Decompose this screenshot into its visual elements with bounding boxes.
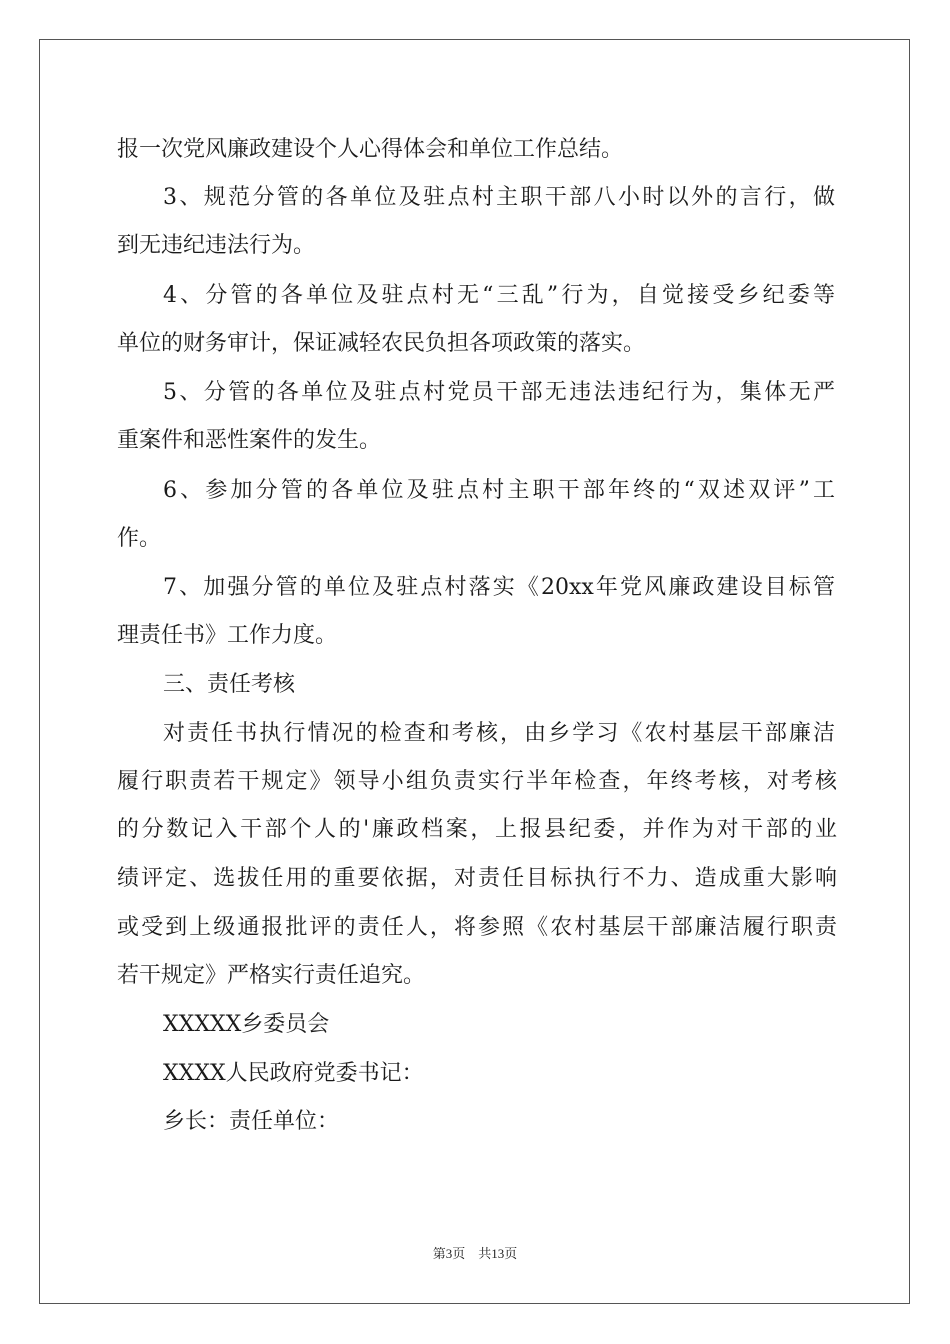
text-line: 5、分管的各单位及驻点村党员干部无违法违纪行为，集体无严 [163, 380, 835, 405]
text-line: 报一次党风廉政建设个人心得体会和单位工作总结。 [117, 137, 624, 162]
text-line: 或受到上级通报批评的责任人，将参照《农村基层干部廉洁履行职责 [117, 915, 837, 940]
page-footer: 第3页 共13页 [432, 1246, 518, 1261]
text-line: 到无违纪违法行为。 [117, 233, 316, 258]
text-line: 理责任书》工作力度。 [117, 623, 338, 648]
text-line: 7、加强分管的单位及驻点村落实《20xx年党风廉政建设目标管 [163, 575, 835, 600]
section-heading: 三、责任考核 [163, 672, 296, 697]
text-line: 若干规定》严格实行责任追究。 [117, 963, 426, 988]
text-line: 的分数记入干部个人的'廉政档案，上报县纪委，并作为对干部的业 [117, 817, 837, 842]
signature-secretary: XXXX人民政府党委书记： [163, 1061, 424, 1086]
text-line: 作。 [117, 526, 162, 551]
text-line: 履行职责若干规定》领导小组负责实行半年检查，年终考核，对考核 [117, 769, 837, 794]
text-line: 绩评定、选拔任用的重要依据，对责任目标执行不力、造成重大影响 [117, 866, 837, 891]
text-line: 对责任书执行情况的检查和考核，由乡学习《农村基层干部廉洁 [163, 721, 835, 746]
signature-head: 乡长：责任单位： [163, 1109, 340, 1134]
signature-org: XXXXX乡委员会 [163, 1012, 330, 1037]
text-line: 重案件和恶性案件的发生。 [117, 428, 382, 453]
text-line: 单位的财务审计，保证减轻农民负担各项政策的落实。 [117, 331, 646, 356]
text-line: 4、分管的各单位及驻点村无“三乱”行为，自觉接受乡纪委等 [163, 283, 835, 308]
text-line: 6、参加分管的各单位及驻点村主职干部年终的“双述双评”工 [163, 478, 835, 503]
text-line: 3、规范分管的各单位及驻点村主职干部八小时以外的言行，做 [163, 185, 835, 210]
